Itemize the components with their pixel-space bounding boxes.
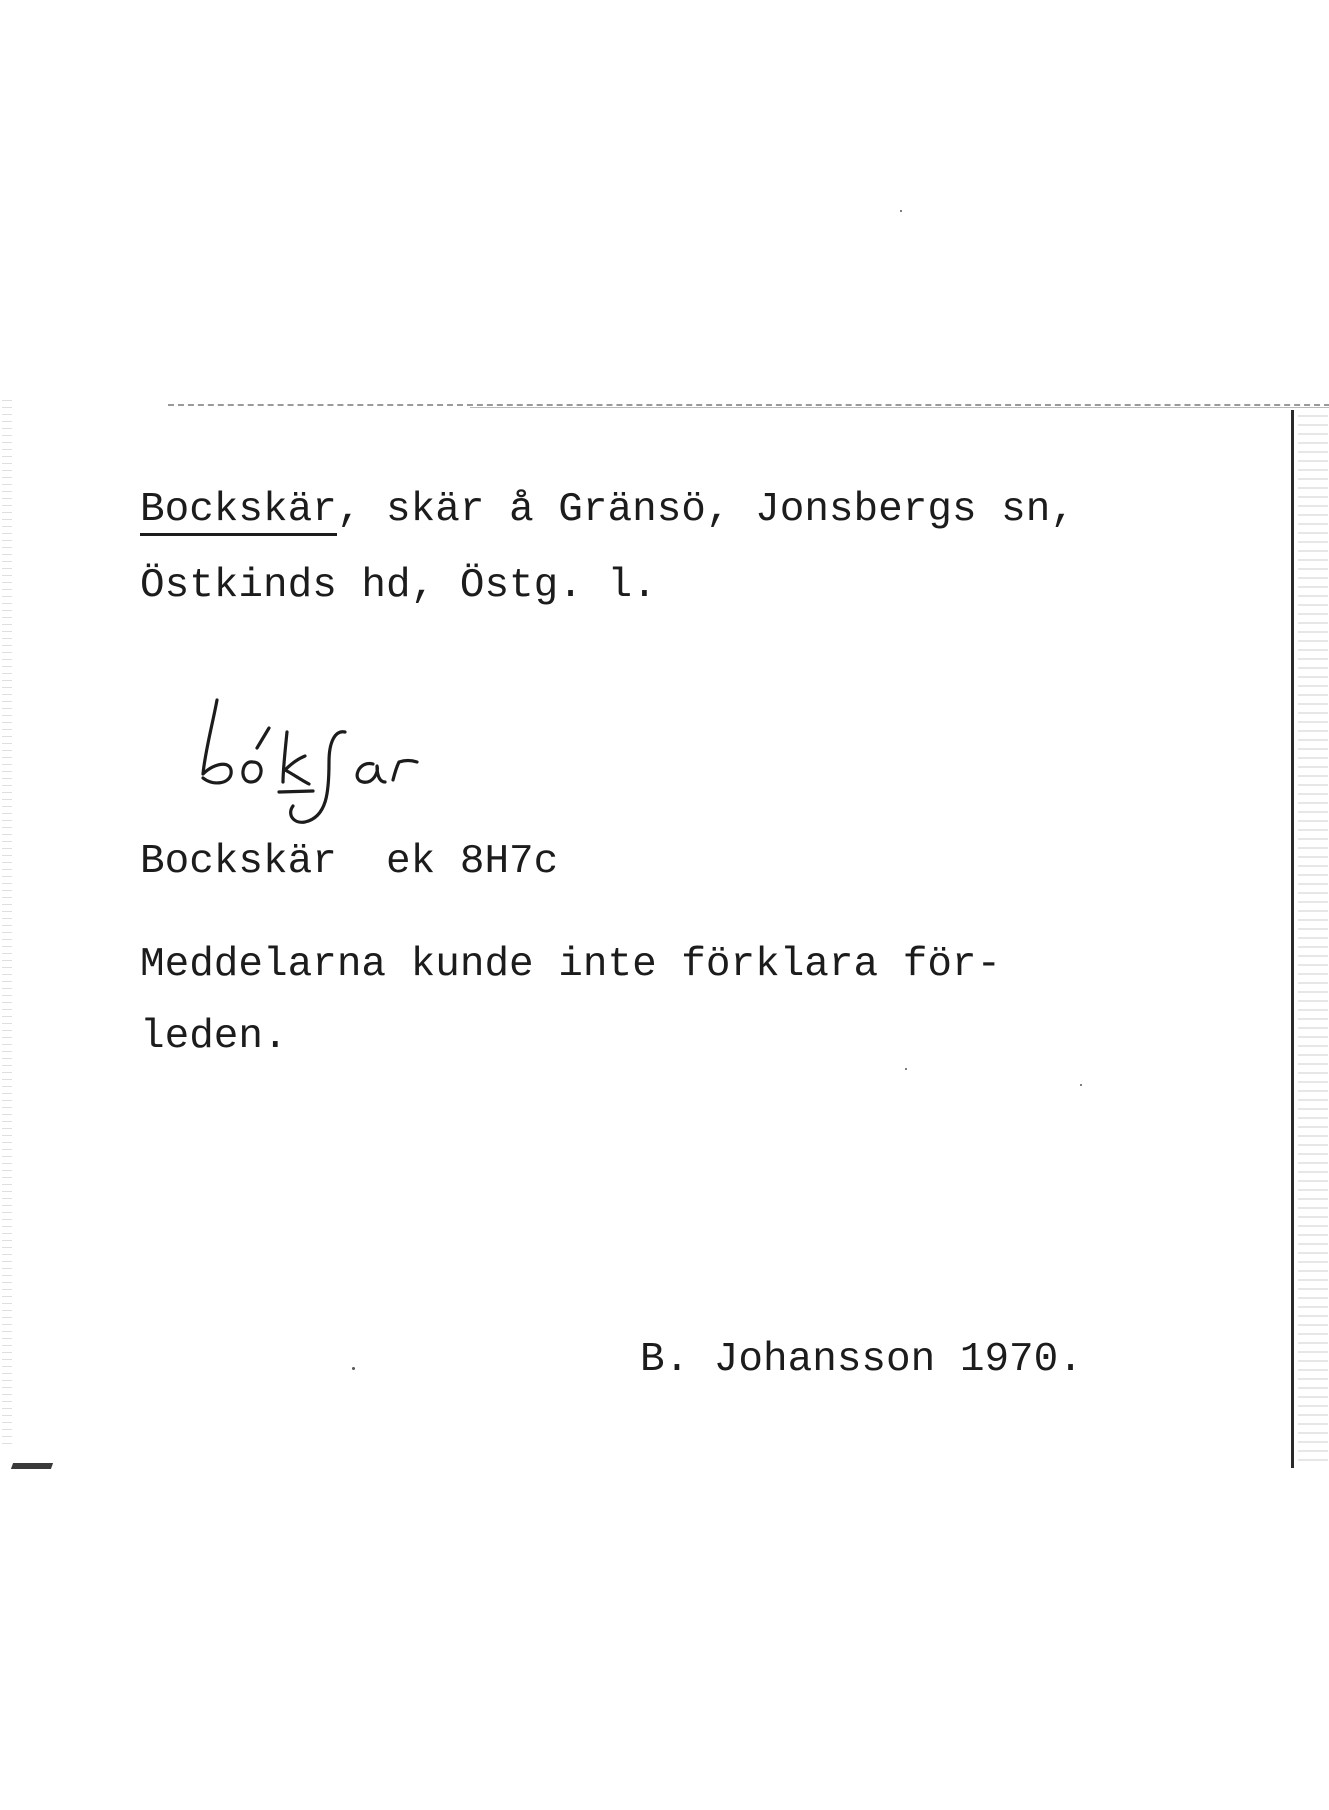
card-right-shadow: [1298, 415, 1328, 1465]
signature-line: B. Johansson 1970.: [640, 1337, 1083, 1383]
scan-edge-mark: [11, 1463, 53, 1469]
entry-line-1: [140, 487, 1075, 536]
card-top-border-inner: [470, 407, 1329, 408]
handwritten-phonetic-transcription: [195, 682, 445, 832]
entry-line-2: Östkinds hd, Östg. l.: [140, 563, 657, 609]
entry-line-4: Meddelarna kunde inte förklara för-: [140, 942, 1002, 988]
speck: [900, 210, 902, 212]
speck: [1080, 1084, 1082, 1086]
scan-edge-noise: [2, 400, 12, 1450]
card-right-border: [1291, 410, 1294, 1468]
headword: Bockskär: [140, 490, 337, 536]
entry-line-1-text: , skär å Gränsö, Jonsbergs sn,: [336, 487, 1075, 533]
card-top-border: [168, 404, 1329, 406]
speck: [905, 1068, 907, 1070]
entry-line-5: leden.: [140, 1014, 288, 1060]
speck: [352, 1367, 355, 1370]
entry-line-3: Bockskär ek 8H7c: [140, 839, 559, 885]
